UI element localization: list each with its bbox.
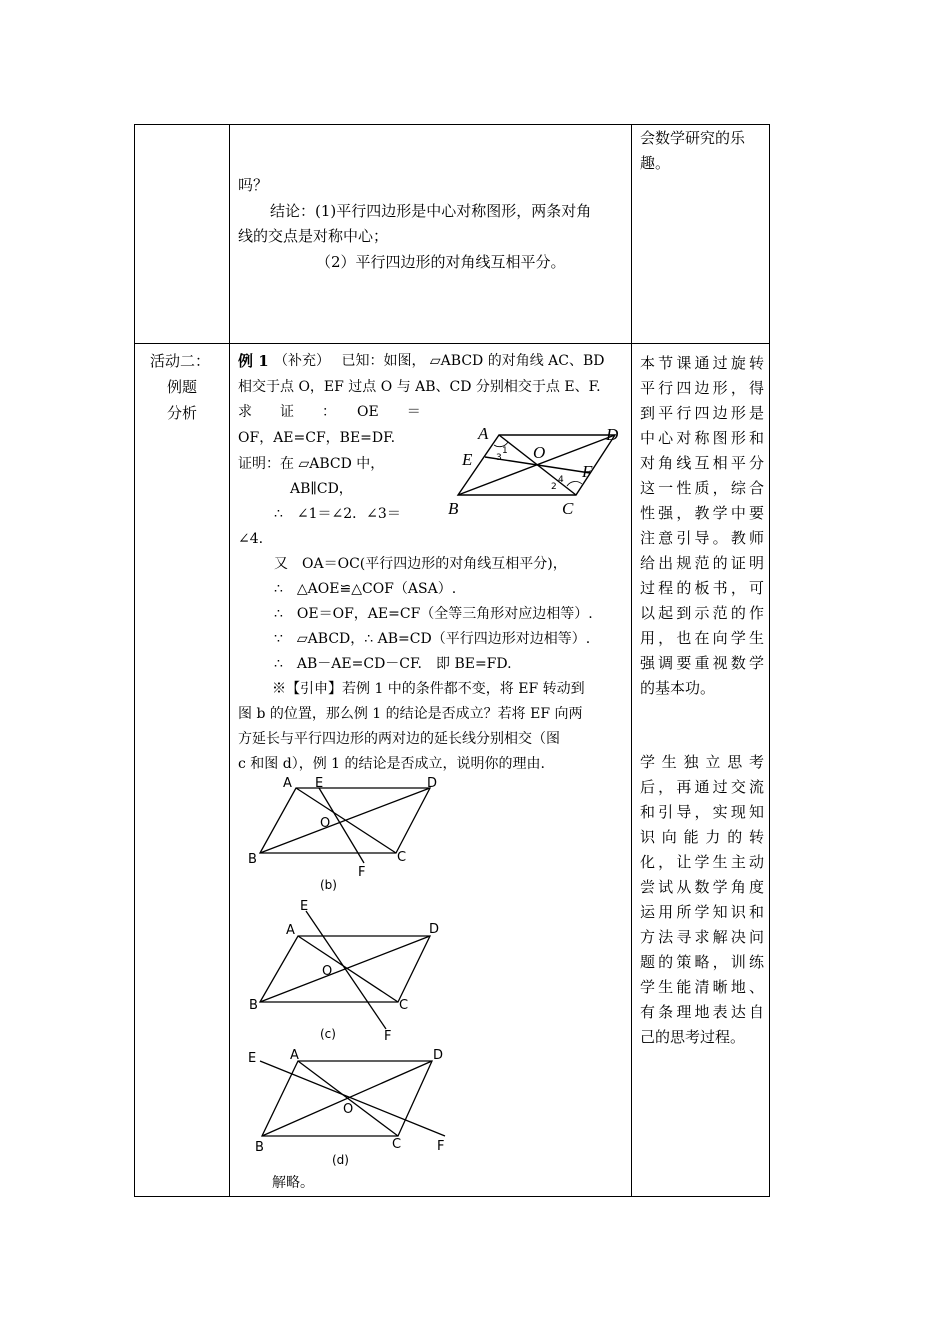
figure-caption: (d) <box>332 1153 349 1167</box>
row1-note <box>640 126 764 176</box>
label-b: B <box>448 499 459 518</box>
note-line: 性强，教学中要 <box>640 504 764 522</box>
column-divider-1 <box>229 124 230 1197</box>
note-line: 识向能力的转 <box>640 828 764 846</box>
figure-d <box>240 1040 455 1176</box>
table-left-border <box>134 124 135 1197</box>
label-o: O <box>343 1102 354 1117</box>
label-f: F <box>582 462 593 481</box>
row2-note-a <box>640 351 764 701</box>
figure-caption: (b) <box>320 878 337 892</box>
example-heading: 例 1 <box>238 352 269 370</box>
proof-line: ∴ OE＝OF，AE=CF（全等三角形对应边相等）. <box>274 606 593 622</box>
extension-line: c 和图 d），例 1 的结论是否成立，说明你的理由. <box>238 756 545 772</box>
label-a: A <box>478 424 489 443</box>
angle-4: 4 <box>558 475 564 485</box>
note-line: 过程的板书，可 <box>640 579 764 597</box>
note-line: 题的策略，训练 <box>640 953 764 971</box>
proof-line: ∵ ▱ABCD，∴ AB=CD（平行四边形对边相等）. <box>274 631 591 647</box>
angle-1: 1 <box>502 446 508 456</box>
label-c: C <box>392 1137 402 1152</box>
figure-c <box>240 895 450 1045</box>
table-right-border <box>769 124 770 1197</box>
extension-line: 图 b 的位置，那么例 1 的结论是否成立？若将 EF 向两 <box>238 706 583 722</box>
note-line: 尝试从数学角度 <box>640 878 764 896</box>
figure-b <box>240 770 450 898</box>
note-line: 趣。 <box>640 154 671 172</box>
conclusion-line-2: 线的交点是对称中心； <box>238 227 389 245</box>
label-e: E <box>248 1051 257 1066</box>
label-c: C <box>399 998 409 1013</box>
note-line: 这一性质，综合 <box>640 479 764 497</box>
label-d: D <box>433 1048 444 1063</box>
note-line: 用，也在向学生 <box>640 629 764 647</box>
note-line: 己的思考过程。 <box>640 1028 746 1046</box>
proof-line: 又 OA＝OC(平行四边形的对角线互相平分)， <box>274 556 567 572</box>
column-divider-2 <box>631 124 632 1197</box>
label-e: E <box>315 776 324 791</box>
activity-label: 分析 <box>167 404 198 422</box>
note-line: 和引导，实现知 <box>640 803 764 821</box>
label-f: F <box>437 1139 445 1154</box>
label-b: B <box>255 1140 264 1155</box>
label-o: O <box>322 964 333 979</box>
example-line: OF，AE=CF，BE=DF. <box>238 430 396 446</box>
label-d: D <box>429 922 440 937</box>
extension-line: ※【引申】若例 1 中的条件都不变，将 EF 转动到 <box>272 681 585 697</box>
conclusion-line-1: 结论：(1)平行四边形是中心对称图形，两条对角 <box>270 202 592 220</box>
note-line: 化，让学生主动 <box>640 853 764 871</box>
note-line: 学生能清晰地、 <box>640 978 764 996</box>
label-e: E <box>462 450 473 469</box>
label-c: C <box>562 499 574 518</box>
label-c: C <box>397 850 407 865</box>
proof-line: ∴ ∠1＝∠2．∠3＝ <box>274 506 401 522</box>
note-line: 的基本功。 <box>640 679 716 697</box>
proof-line: ∴ AB－AE=CD－CF. 即 BE=FD. <box>274 656 512 672</box>
example-line: 相交于点 O，EF 过点 O 与 AB、CD 分别相交于点 E、F. <box>238 379 601 395</box>
figure-main-parallelogram <box>440 420 630 520</box>
angle-3: 3 <box>496 453 502 463</box>
extension-line: 方延长与平行四边形的两对边的延长线分别相交（图 <box>238 731 560 747</box>
label-e: E <box>300 899 309 914</box>
note-line: 运用所学知识和 <box>640 903 764 921</box>
note-line: 方法寻求解决问 <box>640 928 764 946</box>
proof-line: ∴ △AOE≌△COF（ASA）. <box>274 581 457 597</box>
angle-2: 2 <box>551 482 557 492</box>
note-line: 给出规范的证明 <box>640 554 764 572</box>
note-line: 有条理地表达自 <box>640 1003 764 1021</box>
label-a: A <box>290 1048 299 1063</box>
activity-label: 活动二： <box>150 352 211 370</box>
note-line: 学生独立思考 <box>640 753 764 771</box>
proof-line: ∠4. <box>238 531 264 547</box>
note-line: 强调要重视数学 <box>640 654 764 672</box>
row2-note-b <box>640 750 764 1050</box>
note-line: 以起到示范的作 <box>640 604 764 622</box>
label-f: F <box>384 1029 392 1044</box>
proof-line: AB∥CD， <box>290 481 353 497</box>
label-d: D <box>427 776 438 791</box>
example-line: 求 证 ： OE ＝ <box>238 404 421 420</box>
label-b: B <box>248 852 257 867</box>
note-line: 后，再通过交流 <box>640 778 764 796</box>
proof-line: 证明：在 ▱ABCD 中， <box>238 456 385 472</box>
conclusion-line-3: （2）平行四边形的对角线互相平分。 <box>316 253 566 271</box>
label-o: O <box>320 816 331 831</box>
row1-text-line: 吗？ <box>238 176 269 194</box>
example-line: （补充） 已知：如图， ▱ABCD 的对角线 AC、BD <box>274 353 605 369</box>
figure-caption: (c) <box>320 1027 336 1041</box>
note-line: 对角线互相平分 <box>640 454 764 472</box>
note-line: 平行四边形，得 <box>640 379 764 397</box>
label-a: A <box>283 776 292 791</box>
label-d: D <box>606 425 619 444</box>
solution-text: 解略。 <box>272 1175 314 1191</box>
label-a: A <box>286 923 295 938</box>
note-line: 中心对称图形和 <box>640 429 764 447</box>
label-f: F <box>358 865 366 880</box>
label-o: O <box>533 443 546 462</box>
note-line: 到平行四边形是 <box>640 404 764 422</box>
label-b: B <box>249 998 258 1013</box>
note-line: 会数学研究的乐 <box>640 129 746 147</box>
note-line: 本节课通过旋转 <box>640 354 764 372</box>
note-line: 注意引导。教师 <box>640 529 764 547</box>
activity-label: 例题 <box>167 378 198 396</box>
